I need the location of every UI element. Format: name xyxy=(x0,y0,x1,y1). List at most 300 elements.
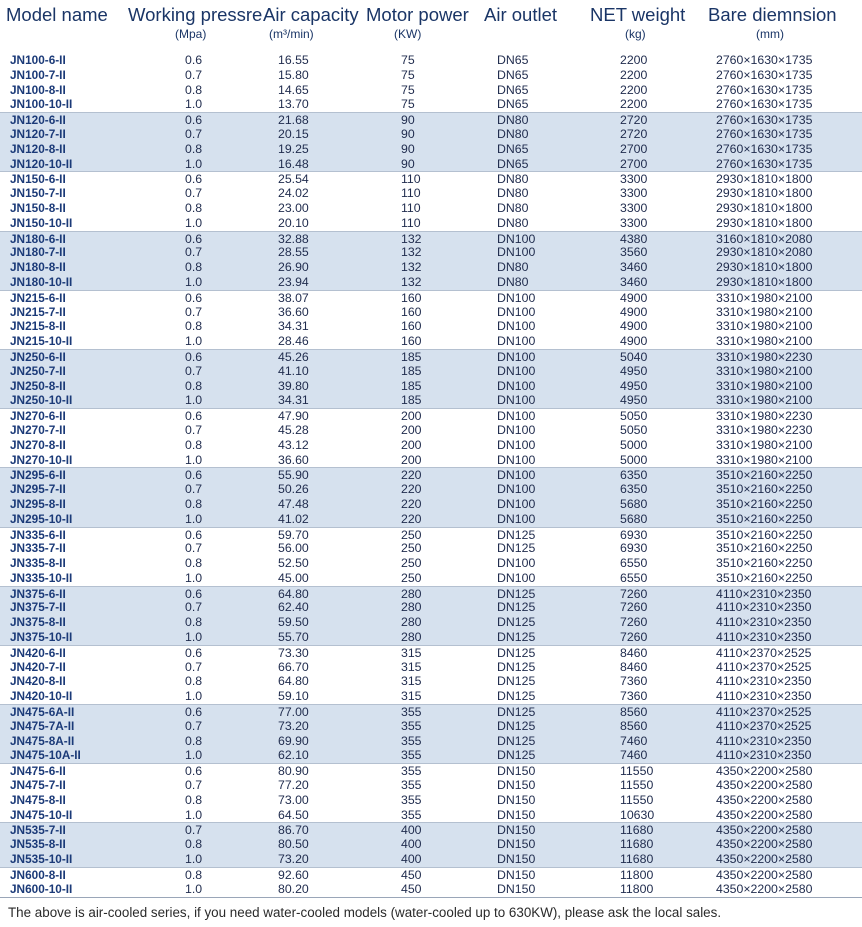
air-capacity-cell: 64.50 xyxy=(278,807,309,822)
air-outlet-cell: DN65 xyxy=(497,82,529,97)
net-weight-cell: 6550 xyxy=(620,570,648,585)
air-outlet-cell: DN65 xyxy=(497,97,529,112)
model-cell: JN475-7-II xyxy=(10,778,66,793)
net-weight-cell: 3560 xyxy=(620,245,648,260)
dimension-cell: 3310×1980×2100 xyxy=(716,363,813,378)
air-capacity-cell: 80.20 xyxy=(278,881,309,896)
pressure-cell: 0.6 xyxy=(185,172,203,187)
dimension-cell: 3310×1980×2100 xyxy=(716,304,813,319)
air-outlet-cell: DN80 xyxy=(497,186,529,201)
model-cell: JN335-10-II xyxy=(10,570,73,585)
table-row xyxy=(0,882,862,897)
air-capacity-cell: 41.02 xyxy=(278,511,309,526)
model-cell: JN215-6-II xyxy=(10,290,66,305)
air-outlet-cell: DN100 xyxy=(497,482,536,497)
dimension-cell: 4350×2200×2580 xyxy=(716,764,813,779)
table-row xyxy=(0,630,862,645)
table-body xyxy=(0,53,862,896)
dimension-cell: 4350×2200×2580 xyxy=(716,867,813,882)
dimension-cell: 4110×2370×2525 xyxy=(716,659,812,674)
model-cell: JN100-10-II xyxy=(10,97,73,112)
motor-power-cell: 450 xyxy=(401,881,422,896)
net-weight-cell: 5000 xyxy=(620,452,648,467)
dimension-cell: 3310×1980×2230 xyxy=(716,409,813,424)
motor-power-cell: 185 xyxy=(401,349,422,364)
air-outlet-cell: DN100 xyxy=(497,290,536,305)
pressure-cell: 0.6 xyxy=(185,645,203,660)
pressure-cell: 0.8 xyxy=(185,674,203,689)
motor-power-cell: 315 xyxy=(401,674,422,689)
net-weight-cell: 4900 xyxy=(620,319,648,334)
table-row xyxy=(0,867,862,882)
header-weight-unit: (kg) xyxy=(625,27,646,41)
air-outlet-cell: DN125 xyxy=(497,600,536,615)
model-cell: JN420-10-II xyxy=(10,689,73,704)
net-weight-cell: 8560 xyxy=(620,705,648,720)
model-cell: JN120-6-II xyxy=(10,113,66,128)
pressure-cell: 1.0 xyxy=(185,97,203,112)
air-capacity-cell: 16.48 xyxy=(278,156,309,171)
footer-note: The above is air-cooled series, if you need water-cooled models (water-cooled up to 630KW), please ask the local sales. xyxy=(8,905,722,920)
dimension-cell: 3310×1980×2100 xyxy=(716,437,813,452)
air-capacity-cell: 39.80 xyxy=(278,378,309,393)
air-capacity-cell: 45.00 xyxy=(278,570,309,585)
net-weight-cell: 5000 xyxy=(620,437,648,452)
net-weight-cell: 6930 xyxy=(620,527,648,542)
air-outlet-cell: DN100 xyxy=(497,570,536,585)
table-row xyxy=(0,793,862,808)
model-cell: JN150-10-II xyxy=(10,215,73,230)
dimension-cell: 3310×1980×2100 xyxy=(716,452,813,467)
net-weight-cell: 3300 xyxy=(620,186,648,201)
pressure-cell: 1.0 xyxy=(185,748,203,763)
net-weight-cell: 11680 xyxy=(620,852,654,867)
dimension-cell: 4110×2370×2525 xyxy=(716,645,812,660)
air-capacity-cell: 38.07 xyxy=(278,290,309,305)
table-row xyxy=(0,482,862,497)
net-weight-cell: 8560 xyxy=(620,718,648,733)
model-cell: JN375-6-II xyxy=(10,586,66,601)
footer-divider xyxy=(0,897,862,898)
motor-power-cell: 355 xyxy=(401,748,422,763)
pressure-cell: 0.8 xyxy=(185,82,203,97)
dimension-cell: 4350×2200×2580 xyxy=(716,807,813,822)
table-row xyxy=(0,53,862,68)
dimension-cell: 2930×1810×1800 xyxy=(716,260,813,275)
table-row xyxy=(0,689,862,704)
motor-power-cell: 315 xyxy=(401,659,422,674)
motor-power-cell: 132 xyxy=(401,260,422,275)
table-row xyxy=(0,275,862,290)
motor-power-cell: 315 xyxy=(401,689,422,704)
net-weight-cell: 2200 xyxy=(620,97,648,112)
dimension-cell: 3510×2160×2250 xyxy=(716,511,813,526)
table-row xyxy=(0,260,862,275)
air-outlet-cell: DN125 xyxy=(497,645,536,660)
air-outlet-cell: DN125 xyxy=(497,527,536,542)
air-outlet-cell: DN80 xyxy=(497,113,529,128)
net-weight-cell: 2200 xyxy=(620,67,648,82)
table-row xyxy=(0,556,862,571)
net-weight-cell: 4380 xyxy=(620,231,648,246)
header-motor-unit: (KW) xyxy=(394,27,422,41)
table-row xyxy=(0,615,862,630)
table-row xyxy=(0,349,862,364)
air-capacity-cell: 34.31 xyxy=(278,319,309,334)
model-cell: JN180-8-II xyxy=(10,260,66,275)
model-cell: JN120-7-II xyxy=(10,126,66,141)
air-capacity-cell: 73.20 xyxy=(278,718,309,733)
pressure-cell: 1.0 xyxy=(185,689,203,704)
net-weight-cell: 5040 xyxy=(620,349,648,364)
dimension-cell: 2760×1630×1735 xyxy=(716,67,813,82)
air-outlet-cell: DN100 xyxy=(497,334,536,349)
air-outlet-cell: DN65 xyxy=(497,67,529,82)
table-row xyxy=(0,112,862,127)
motor-power-cell: 200 xyxy=(401,422,422,437)
header-air-unit: (m³/min) xyxy=(269,27,314,41)
air-capacity-cell: 21.68 xyxy=(278,113,309,128)
motor-power-cell: 132 xyxy=(401,231,422,246)
net-weight-cell: 11800 xyxy=(620,881,654,896)
air-capacity-cell: 86.70 xyxy=(278,823,309,838)
table-row xyxy=(0,571,862,586)
net-weight-cell: 7260 xyxy=(620,615,648,630)
pressure-cell: 0.8 xyxy=(185,141,203,156)
pressure-cell: 0.7 xyxy=(185,718,203,733)
pressure-cell: 0.7 xyxy=(185,482,203,497)
air-outlet-cell: DN150 xyxy=(497,867,536,882)
table-row xyxy=(0,512,862,527)
air-outlet-cell: DN65 xyxy=(497,156,529,171)
motor-power-cell: 110 xyxy=(401,172,421,187)
model-cell: JN180-10-II xyxy=(10,274,73,289)
net-weight-cell: 2200 xyxy=(620,53,648,67)
dimension-cell: 4110×2370×2525 xyxy=(716,705,812,720)
air-capacity-cell: 62.10 xyxy=(278,748,309,763)
dimension-cell: 2930×1810×1800 xyxy=(716,186,813,201)
dimension-cell: 4350×2200×2580 xyxy=(716,837,813,852)
motor-power-cell: 250 xyxy=(401,570,422,585)
net-weight-cell: 7360 xyxy=(620,689,648,704)
air-capacity-cell: 73.00 xyxy=(278,792,309,807)
table-header xyxy=(0,0,862,56)
air-outlet-cell: DN125 xyxy=(497,718,536,733)
net-weight-cell: 10630 xyxy=(620,807,655,822)
model-cell: JN535-10-II xyxy=(10,852,73,867)
pressure-cell: 0.8 xyxy=(185,378,203,393)
dimension-cell: 4110×2370×2525 xyxy=(716,718,812,733)
dimension-cell: 3510×2160×2250 xyxy=(716,468,813,483)
table-row xyxy=(0,231,862,246)
motor-power-cell: 280 xyxy=(401,600,422,615)
dimension-cell: 2760×1630×1735 xyxy=(716,156,813,171)
net-weight-cell: 11680 xyxy=(620,823,654,838)
motor-power-cell: 450 xyxy=(401,867,422,882)
model-cell: JN250-10-II xyxy=(10,393,73,408)
header-pressure-unit: (Mpa) xyxy=(175,27,207,41)
pressure-cell: 0.8 xyxy=(185,556,203,571)
table-row xyxy=(0,290,862,305)
table-row xyxy=(0,645,862,660)
motor-power-cell: 132 xyxy=(401,274,422,289)
model-cell: JN375-7-II xyxy=(10,600,66,615)
air-capacity-cell: 64.80 xyxy=(278,586,309,601)
dimension-cell: 2930×1810×1800 xyxy=(716,215,813,230)
model-cell: JN250-8-II xyxy=(10,378,66,393)
motor-power-cell: 280 xyxy=(401,586,422,601)
table-row xyxy=(0,127,862,142)
table-row xyxy=(0,319,862,334)
pressure-cell: 1.0 xyxy=(185,274,203,289)
dimension-cell: 2760×1630×1735 xyxy=(716,97,813,112)
pressure-cell: 0.7 xyxy=(185,363,203,378)
net-weight-cell: 3300 xyxy=(620,215,648,230)
dimension-cell: 4350×2200×2580 xyxy=(716,823,813,838)
model-cell: JN475-6-II xyxy=(10,764,66,779)
net-weight-cell: 11550 xyxy=(620,764,654,779)
table-row xyxy=(0,852,862,867)
motor-power-cell: 200 xyxy=(401,452,422,467)
model-cell: JN215-8-II xyxy=(10,319,66,334)
air-outlet-cell: DN125 xyxy=(497,674,536,689)
air-capacity-cell: 64.80 xyxy=(278,674,309,689)
pressure-cell: 0.6 xyxy=(185,53,203,67)
pressure-cell: 0.6 xyxy=(185,468,203,483)
model-cell: JN295-8-II xyxy=(10,496,66,511)
pressure-cell: 1.0 xyxy=(185,511,203,526)
dimension-cell: 3310×1980×2100 xyxy=(716,319,813,334)
motor-power-cell: 90 xyxy=(401,156,415,171)
table-row xyxy=(0,305,862,320)
air-capacity-cell: 20.15 xyxy=(278,126,309,141)
air-outlet-cell: DN150 xyxy=(497,792,536,807)
pressure-cell: 0.8 xyxy=(185,837,203,852)
air-outlet-cell: DN100 xyxy=(497,304,536,319)
motor-power-cell: 200 xyxy=(401,409,422,424)
model-cell: JN375-10-II xyxy=(10,630,73,645)
table-row xyxy=(0,245,862,260)
dimension-cell: 4350×2200×2580 xyxy=(716,778,813,793)
table-row xyxy=(0,83,862,98)
model-cell: JN270-7-II xyxy=(10,422,66,437)
pressure-cell: 0.7 xyxy=(185,245,203,260)
dimension-cell: 2760×1630×1735 xyxy=(716,126,813,141)
model-cell: JN475-6A-II xyxy=(10,705,75,720)
air-outlet-cell: DN100 xyxy=(497,409,536,424)
motor-power-cell: 250 xyxy=(401,541,422,556)
table-row xyxy=(0,216,862,231)
header-air-capacity: Air capacity xyxy=(263,4,359,25)
motor-power-cell: 355 xyxy=(401,718,422,733)
air-capacity-cell: 13.70 xyxy=(278,97,309,112)
model-cell: JN335-8-II xyxy=(10,556,66,571)
table-row xyxy=(0,393,862,408)
dimension-cell: 3510×2160×2250 xyxy=(716,527,813,542)
pressure-cell: 0.7 xyxy=(185,67,203,82)
table-row xyxy=(0,541,862,556)
dimension-cell: 3510×2160×2250 xyxy=(716,496,813,511)
air-outlet-cell: DN65 xyxy=(497,53,529,67)
dimension-cell: 3310×1980×2100 xyxy=(716,393,813,408)
net-weight-cell: 5050 xyxy=(620,422,648,437)
model-cell: JN100-8-II xyxy=(10,82,66,97)
motor-power-cell: 220 xyxy=(401,496,422,511)
dimension-cell: 4110×2310×2350 xyxy=(716,674,812,689)
motor-power-cell: 220 xyxy=(401,468,422,483)
net-weight-cell: 11800 xyxy=(620,867,654,882)
net-weight-cell: 7260 xyxy=(620,586,648,601)
table-row xyxy=(0,201,862,216)
pressure-cell: 1.0 xyxy=(185,630,203,645)
pressure-cell: 0.8 xyxy=(185,437,203,452)
net-weight-cell: 4950 xyxy=(620,378,648,393)
table-row xyxy=(0,719,862,734)
model-cell: JN270-6-II xyxy=(10,409,66,424)
air-capacity-cell: 19.25 xyxy=(278,141,309,156)
pressure-cell: 0.8 xyxy=(185,733,203,748)
air-outlet-cell: DN125 xyxy=(497,541,536,556)
air-capacity-cell: 56.00 xyxy=(278,541,309,556)
motor-power-cell: 132 xyxy=(401,245,422,260)
air-capacity-cell: 25.54 xyxy=(278,172,309,187)
motor-power-cell: 90 xyxy=(401,126,415,141)
air-capacity-cell: 77.00 xyxy=(278,705,309,720)
model-cell: JN420-6-II xyxy=(10,645,66,660)
dimension-cell: 4110×2310×2350 xyxy=(716,615,812,630)
pressure-cell: 0.7 xyxy=(185,186,203,201)
net-weight-cell: 3460 xyxy=(620,260,648,275)
header-motor-power: Motor power xyxy=(366,4,469,25)
air-capacity-cell: 41.10 xyxy=(278,363,309,378)
table-row xyxy=(0,822,862,837)
air-outlet-cell: DN100 xyxy=(497,452,536,467)
air-outlet-cell: DN125 xyxy=(497,659,536,674)
pressure-cell: 0.6 xyxy=(185,586,203,601)
air-capacity-cell: 55.70 xyxy=(278,630,309,645)
pressure-cell: 0.7 xyxy=(185,600,203,615)
dimension-cell: 3510×2160×2250 xyxy=(716,556,813,571)
table-row xyxy=(0,97,862,112)
motor-power-cell: 75 xyxy=(401,67,415,82)
table-row xyxy=(0,808,862,823)
net-weight-cell: 5050 xyxy=(620,409,648,424)
motor-power-cell: 185 xyxy=(401,363,422,378)
pressure-cell: 0.7 xyxy=(185,659,203,674)
motor-power-cell: 400 xyxy=(401,837,422,852)
pressure-cell: 1.0 xyxy=(185,852,203,867)
header-air-outlet: Air outlet xyxy=(484,4,558,25)
header-model: Model name xyxy=(6,4,108,25)
net-weight-cell: 4950 xyxy=(620,393,648,408)
dimension-cell: 2930×1810×2080 xyxy=(716,245,813,260)
pressure-cell: 0.6 xyxy=(185,764,203,779)
net-weight-cell: 7460 xyxy=(620,733,648,748)
model-cell: JN600-10-II xyxy=(10,881,73,896)
air-outlet-cell: DN150 xyxy=(497,823,536,838)
table-row xyxy=(0,467,862,482)
air-outlet-cell: DN80 xyxy=(497,274,529,289)
table-row xyxy=(0,527,862,542)
air-capacity-cell: 45.26 xyxy=(278,349,309,364)
model-cell: JN475-8-II xyxy=(10,792,66,807)
pressure-cell: 1.0 xyxy=(185,807,203,822)
motor-power-cell: 90 xyxy=(401,141,415,156)
pressure-cell: 0.8 xyxy=(185,319,203,334)
air-capacity-cell: 59.10 xyxy=(278,689,309,704)
dimension-cell: 4350×2200×2580 xyxy=(716,852,813,867)
dimension-cell: 3510×2160×2250 xyxy=(716,541,813,556)
net-weight-cell: 3300 xyxy=(620,200,648,215)
table-row xyxy=(0,157,862,172)
air-capacity-cell: 16.55 xyxy=(278,53,309,67)
model-cell: JN215-10-II xyxy=(10,334,73,349)
model-cell: JN295-10-II xyxy=(10,511,73,526)
dimension-cell: 3310×1980×2230 xyxy=(716,422,813,437)
air-outlet-cell: DN100 xyxy=(497,393,536,408)
net-weight-cell: 4900 xyxy=(620,290,648,305)
model-cell: JN270-8-II xyxy=(10,437,66,452)
air-capacity-cell: 23.94 xyxy=(278,274,309,289)
dimension-cell: 4110×2310×2350 xyxy=(716,630,812,645)
air-outlet-cell: DN125 xyxy=(497,630,536,645)
model-cell: JN420-8-II xyxy=(10,674,66,689)
table-row xyxy=(0,748,862,763)
model-cell: JN150-7-II xyxy=(10,186,66,201)
model-cell: JN420-7-II xyxy=(10,659,66,674)
air-outlet-cell: DN100 xyxy=(497,378,536,393)
model-cell: JN535-7-II xyxy=(10,823,66,838)
air-capacity-cell: 45.28 xyxy=(278,422,309,437)
dimension-cell: 4350×2200×2580 xyxy=(716,792,813,807)
motor-power-cell: 185 xyxy=(401,393,422,408)
air-capacity-cell: 69.90 xyxy=(278,733,309,748)
motor-power-cell: 315 xyxy=(401,645,422,660)
air-capacity-cell: 50.26 xyxy=(278,482,309,497)
pressure-cell: 0.8 xyxy=(185,260,203,275)
model-cell: JN150-8-II xyxy=(10,200,66,215)
motor-power-cell: 400 xyxy=(401,852,422,867)
motor-power-cell: 185 xyxy=(401,378,422,393)
dimension-cell: 4110×2310×2350 xyxy=(716,586,812,601)
air-capacity-cell: 47.48 xyxy=(278,496,309,511)
dimension-cell: 3310×1980×2100 xyxy=(716,378,813,393)
air-capacity-cell: 23.00 xyxy=(278,200,309,215)
header-net-weight: NET weight xyxy=(590,4,686,25)
motor-power-cell: 110 xyxy=(401,200,421,215)
model-cell: JN600-8-II xyxy=(10,867,66,882)
motor-power-cell: 75 xyxy=(401,82,415,97)
air-outlet-cell: DN150 xyxy=(497,852,536,867)
pressure-cell: 0.8 xyxy=(185,792,203,807)
table-row xyxy=(0,171,862,186)
motor-power-cell: 160 xyxy=(401,304,422,319)
motor-power-cell: 400 xyxy=(401,823,422,838)
motor-power-cell: 90 xyxy=(401,113,415,128)
net-weight-cell: 2720 xyxy=(620,126,648,141)
net-weight-cell: 8460 xyxy=(620,659,648,674)
net-weight-cell: 6350 xyxy=(620,468,648,483)
model-cell: JN215-7-II xyxy=(10,304,66,319)
dimension-cell: 2760×1630×1735 xyxy=(716,82,813,97)
table-row xyxy=(0,763,862,778)
net-weight-cell: 8460 xyxy=(620,645,648,660)
air-outlet-cell: DN65 xyxy=(497,141,529,156)
air-capacity-cell: 59.70 xyxy=(278,527,309,542)
air-outlet-cell: DN125 xyxy=(497,586,536,601)
motor-power-cell: 160 xyxy=(401,334,422,349)
model-cell: JN475-10-II xyxy=(10,807,73,822)
